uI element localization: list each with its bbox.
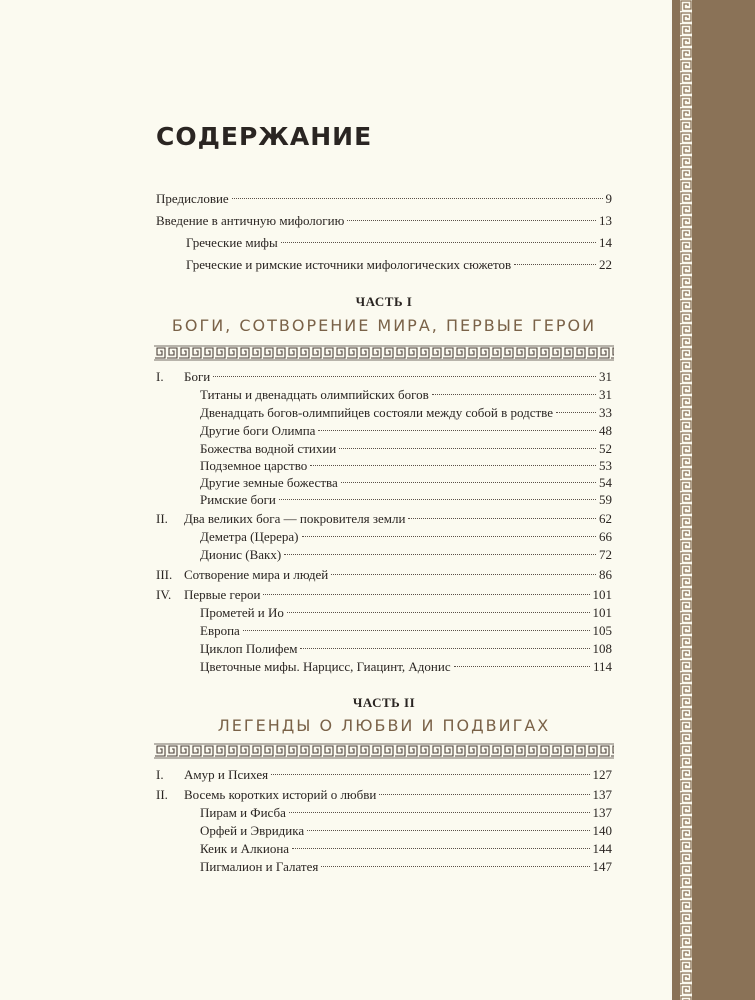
part-2-label: ЧАСТЬ II [352,695,416,710]
dot-leader [287,611,590,613]
dot-leader [318,429,596,431]
toc-entry-page: 14 [599,235,612,250]
toc-entry[interactable] [186,233,612,253]
toc-entry[interactable] [156,189,612,209]
part-2-title: ЛЕГЕНДЫ О ЛЮБВИ И ПОДВИГАХ [217,716,551,735]
decorative-side-band [672,0,755,1000]
dot-leader [213,375,596,377]
toc-entry[interactable] [156,403,612,423]
toc-entry-title: Титаны и двенадцать олимпийских богов [200,387,429,402]
toc-entry-page: 31 [599,369,612,384]
dot-leader [408,517,596,519]
dot-leader [281,241,596,243]
toc-entry-page: 147 [592,859,612,874]
toc-entry[interactable] [156,509,612,529]
dot-leader [339,447,596,449]
toc-entry[interactable] [156,821,612,841]
toc-entry-title: Пигмалион и Галатея [200,859,319,874]
toc-entry[interactable] [156,545,612,565]
dot-leader [232,197,603,199]
toc-entry-page: 33 [599,405,612,420]
toc-entry-title: Цветочные мифы. Нарцисс, Гиацинт, Адонис [200,659,451,674]
toc-entry-title: Введение в античную мифологию [156,213,345,228]
toc-entry-title: Божества водной стихии [200,441,337,456]
dot-leader [454,665,590,667]
toc-entry-page: 127 [592,767,612,782]
toc-entry-title: Деметра (Церера) [200,529,299,544]
toc-entry-number: I. [156,369,164,384]
toc-entry-title: Первые герои [184,587,261,602]
toc-entry-title: Орфей и Эвридика [200,823,305,838]
toc-entry-page: 31 [599,387,612,402]
toc-entry[interactable] [156,490,612,510]
toc-entry[interactable] [156,765,612,785]
toc-entry[interactable] [156,565,612,585]
dot-leader [432,393,596,395]
toc-entry-page: 53 [599,458,612,473]
toc-entry-title: Восемь коротких историй о любви [184,787,377,802]
toc-entry[interactable] [156,839,612,859]
part-1-title: БОГИ, СОТВОРЕНИЕ МИРА, ПЕРВЫЕ ГЕРОИ [171,316,597,335]
toc-entry-number: IV. [156,587,172,602]
dot-leader [271,773,589,775]
dot-leader [514,263,596,265]
toc-entry[interactable] [156,527,612,547]
toc-entry-page: 72 [599,547,612,562]
dot-leader [347,219,596,221]
toc-entry-page: 137 [592,805,612,820]
toc-entry-page: 48 [599,423,612,438]
dot-leader [307,829,589,831]
toc-entry-page: 137 [592,787,612,802]
toc-entry-title: Двенадцать богов-олимпийцев состояли между собой в родстве [200,405,554,420]
toc-entry-title: Европа [200,623,240,638]
greek-key-divider [154,345,614,361]
toc-entry-title: Амур и Психея [184,767,269,782]
dot-leader [321,865,589,867]
toc-entry-page: 59 [599,492,612,507]
toc-entry-title: Греческие и римские источники мифологических сюжетов [186,257,512,272]
toc-entry-page: 62 [599,511,612,526]
toc-entry-title: Римские боги [200,492,276,507]
dot-leader [292,847,589,849]
greek-key-divider [154,743,614,759]
toc-entry-title: Прометей и Ио [200,605,284,620]
toc-entry[interactable] [156,367,612,387]
toc-entry-title: Подземное царство [200,458,308,473]
toc-entry-page: 105 [592,623,612,638]
toc-entry-page: 22 [599,257,612,272]
toc-entry-page: 52 [599,441,612,456]
toc-entry-title: Пирам и Фисба [200,805,286,820]
toc-entry-page: 114 [592,659,612,674]
toc-entry-page: 9 [605,191,612,206]
dot-leader [284,553,596,555]
toc-entry[interactable] [156,585,612,605]
toc-entry-page: 66 [599,529,612,544]
dot-leader [556,411,596,413]
toc-entry-page: 13 [599,213,612,228]
dot-leader [243,629,590,631]
toc-entry[interactable] [186,255,612,275]
toc-entry-title: Сотворение мира и людей [184,567,329,582]
dot-leader [331,573,596,575]
toc-entry-title: Другие земные божества [200,475,338,490]
toc-entry[interactable] [156,657,612,677]
toc-entry[interactable] [156,639,612,659]
toc-entry[interactable] [156,785,612,805]
toc-entry-number: III. [156,567,173,582]
toc-entry-title: Греческие мифы [186,235,278,250]
greek-key-border [680,0,692,1000]
dot-leader [302,535,596,537]
toc-entry-number: I. [156,767,164,782]
toc-entry[interactable] [156,803,612,823]
dot-leader [310,464,596,466]
toc-entry-page: 144 [592,841,612,856]
toc-entry-number: II. [156,511,168,526]
toc-entry-page: 101 [592,587,612,602]
dot-leader [279,498,596,500]
dot-leader [289,811,590,813]
toc-entry-title: Кеик и Алкиона [200,841,290,856]
toc-entry-title: Два великих бога — покровителя земли [184,511,406,526]
toc-entry[interactable] [156,211,612,231]
toc-entry-title: Циклоп Полифем [200,641,298,656]
toc-entry-title: Другие боги Олимпа [200,423,316,438]
toc-entry-page: 101 [592,605,612,620]
toc-entry[interactable] [156,385,612,405]
toc-entry-page: 54 [599,475,612,490]
part-1-label: ЧАСТЬ I [355,294,413,309]
dot-leader [263,593,589,595]
toc-entry-title: Дионис (Вакх) [200,547,282,562]
page-title: СОДЕРЖАНИЕ [156,122,373,151]
toc-entry-page: 140 [592,823,612,838]
toc-entry-page: 86 [599,567,612,582]
dot-leader [341,481,596,483]
toc-entry-title: Предисловие [156,191,229,206]
toc-entry[interactable] [156,603,612,623]
toc-entry[interactable] [156,621,612,641]
dot-leader [379,793,589,795]
toc-entry-page: 108 [592,641,612,656]
toc-entry-title: Боги [184,369,211,384]
dot-leader [300,647,589,649]
toc-entry[interactable] [156,857,612,877]
toc-entry-number: II. [156,787,168,802]
toc-entry[interactable] [156,421,612,441]
